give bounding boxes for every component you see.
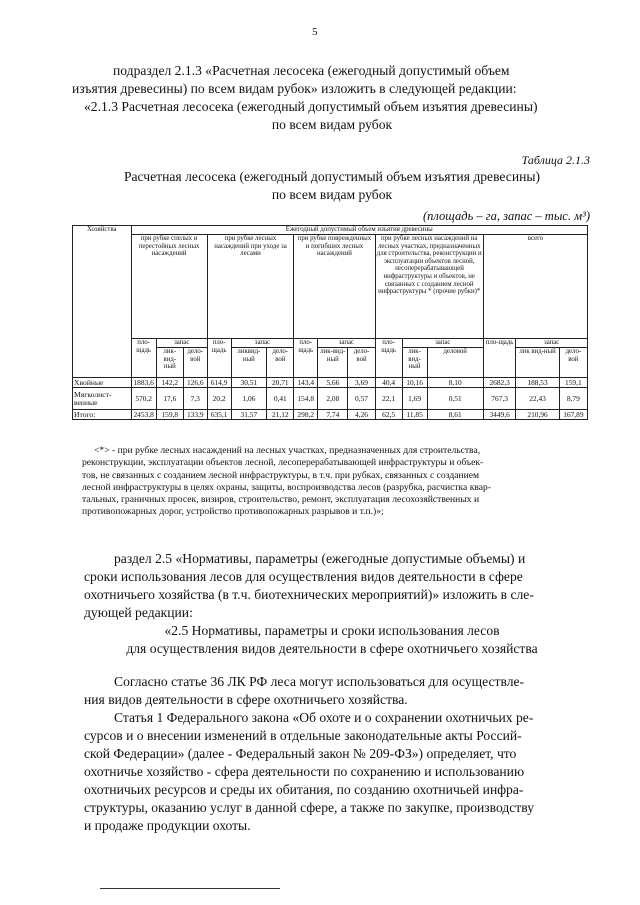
row-name: Хвойные [73, 378, 132, 388]
col-stock: запас [231, 339, 294, 348]
para2-line-4: охотничье хозяйство - сфера деятельности по сохранению и использованию [84, 764, 525, 779]
col-business: дело-вой [559, 348, 587, 378]
para2-line-2: сурсов и о внесении изменений в отдельные законодательные акты Россий- [84, 728, 522, 743]
footnote-line: <*> - при рубке лесных насаждений на лесных участках, предназначенных для строительства, [94, 445, 481, 456]
cell: 1,06 [231, 388, 267, 410]
intro-line-1: подраздел 2.1.3 «Расчетная лесосека (ежегодный допустимый объем [113, 63, 510, 78]
intro-line-2: изъятия древесины) по всем видам рубок» изложить в следующей редакции: [72, 81, 517, 96]
para2-line-6: структуры, оказанию услуг в данной сфере, а также по закупке, производству [84, 800, 535, 815]
para2-line-7: и продаже продукции охоты. [84, 818, 251, 833]
cell: 20,71 [267, 378, 294, 388]
group-damaged: при рубке поврежденных и погибших лесных насаждений [294, 235, 375, 339]
row-name: Итого: [73, 410, 132, 420]
page-number: 5 [312, 26, 318, 38]
cell: 159,8 [156, 410, 183, 420]
cell: 22,43 [516, 388, 559, 410]
cell: 7,3 [183, 388, 207, 410]
col-business: дело-вой [267, 348, 294, 378]
col-liquid: лик вид-ный [516, 348, 559, 378]
col-area: пло-щадь [131, 339, 156, 378]
col-stock: запас [402, 339, 483, 348]
cell: 143,4 [294, 378, 318, 388]
footnote-line: тов, не связанных с созданием лесной инфраструктуры, в т.ч. при рубках, связанных с созданием [82, 469, 480, 481]
cell: 1883,6 [131, 378, 156, 388]
cell: 570,2 [131, 388, 156, 410]
table-row [73, 410, 588, 420]
table-title-line-1: Расчетная лесосека (ежегодный допустимый объем изъятия древесины) [123, 169, 541, 184]
cell: 1,69 [402, 388, 427, 410]
col-business: дело-вой [348, 348, 375, 378]
cell: 5,66 [318, 378, 348, 388]
intro-line-3: «2.1.3 Расчетная лесосека (ежегодный допустимый объем изъятия древесины) [84, 99, 538, 114]
footnote-line: реконструкции, эксплуатации объектов лесной, лесоперерабатывающей инфраструктуры и объек- [82, 457, 484, 469]
cell: 11,85 [402, 410, 427, 420]
cell: 167,89 [559, 410, 587, 420]
group-thinning: при рубке лесных насаждений при уходе за лесами [207, 235, 294, 339]
para2-line-1: Статья 1 Федерального закона «Об охоте и о сохранении охотничьих ре- [114, 710, 534, 725]
cell: 30,51 [231, 378, 267, 388]
footer-separator [100, 888, 280, 889]
footnote-line: тальных, граничных просек, визиров, строительство, ремонт, эксплуатация лесохозяйственных и [82, 494, 480, 506]
cell: 0,57 [348, 388, 375, 410]
col-liquid: лик-вид-ный [402, 348, 427, 378]
harvest-table [72, 225, 588, 420]
cell: 142,2 [156, 378, 183, 388]
section25-line-3: охотничьего хозяйства (в т.ч. биотехнических мероприятий)» изложить в сле- [84, 587, 534, 602]
cell: 40,4 [375, 378, 402, 388]
cell: 0,51 [427, 388, 483, 410]
row-name: Мягколист-венные [73, 388, 132, 410]
table-title-line-2: по всем видам рубок [271, 187, 393, 202]
col-stock: запас [318, 339, 375, 348]
section25-heading-2: для осуществления видов деятельности в сфере охотничьего хозяйства [126, 641, 538, 656]
cell: 0,41 [267, 388, 294, 410]
cell: 210,96 [516, 410, 559, 420]
group-total: всего [483, 235, 587, 339]
table-label: Таблица 2.1.3 [521, 153, 590, 167]
cell: 31,57 [231, 410, 267, 420]
cell: 4,26 [348, 410, 375, 420]
cell: 188,53 [516, 378, 559, 388]
cell: 635,1 [207, 410, 231, 420]
section25-heading-1: «2.5 Нормативы, параметры и сроки использования лесов [164, 623, 500, 638]
section25-line-1: раздел 2.5 «Нормативы, параметры (ежегодные допустимые объемы) и [114, 551, 526, 566]
section25-line-4: дующей редакции: [84, 605, 193, 620]
cell: 614,9 [207, 378, 231, 388]
para1-line-2: ния видов деятельности в сфере охотничьего хозяйства. [84, 692, 408, 707]
group-other: при рубке лесных насаждений на лесных участках, предназначенных для строительства, реконструкции и эксплуатации объектов лесной, лесоперерабатывающей инфраструктуры и объектов, не связанных с созданием лесной инфраструктуры * (прочие рубки)* [375, 235, 483, 339]
cell: 2682,3 [483, 378, 516, 388]
col-stock: запас [516, 339, 588, 348]
para2-line-5: охотничьих ресурсов и среды их обитания, по созданию охотничьей инфра- [84, 782, 524, 797]
corner-header: Хозяйства [73, 226, 132, 378]
cell: 159,1 [559, 378, 587, 388]
cell: 17,6 [156, 388, 183, 410]
table-row [73, 378, 588, 388]
cell: 8,10 [427, 378, 483, 388]
table-row [73, 388, 588, 410]
col-area: пло-щадь [207, 339, 231, 378]
col-liquid: лик-вид-ный [156, 348, 183, 378]
cell: 298,2 [294, 410, 318, 420]
col-area: пло-щадь [294, 339, 318, 378]
col-area: пло-щадь [483, 339, 516, 378]
cell: 8,79 [559, 388, 587, 410]
cell: 20,2 [207, 388, 231, 410]
cell: 2,08 [318, 388, 348, 410]
cell: 22,1 [375, 388, 402, 410]
cell: 126,6 [183, 378, 207, 388]
group-mature: при рубке спелых и перестойных лесных насаждений [131, 235, 207, 339]
units-note: (площадь – га, запас – тыс. м³) [422, 209, 590, 223]
intro-line-4: по всем видам рубок [271, 117, 393, 132]
cell: 3,69 [348, 378, 375, 388]
col-business: дело-вой [183, 348, 207, 378]
cell: 10,16 [402, 378, 427, 388]
cell: 767,3 [483, 388, 516, 410]
para1-line-1: Согласно статье 36 ЛК РФ леса могут использоваться для осуществле- [114, 674, 525, 689]
footnote-line: противопожарных дорог, устройство противопожарных разрывов и т.п.)»; [82, 506, 384, 518]
cell: 3449,6 [483, 410, 516, 420]
section25-line-2: сроки использования лесов для осуществления видов деятельности в сфере [84, 569, 523, 584]
col-stock: запас [156, 339, 207, 348]
cell: 8,61 [427, 410, 483, 420]
para2-line-3: ской Федерации» (далее - Федеральный закон № 209-ФЗ») определяет, что [84, 746, 517, 761]
cell: 133,9 [183, 410, 207, 420]
cell: 2453,8 [131, 410, 156, 420]
col-liquid: ликвид-ный [231, 348, 267, 378]
cell: 154,8 [294, 388, 318, 410]
cell: 7,74 [318, 410, 348, 420]
col-area: пло-щадь [375, 339, 402, 378]
col-liquid: лик-вид-ный [318, 348, 348, 378]
cell: 21,12 [267, 410, 294, 420]
cell: 62,5 [375, 410, 402, 420]
col-business: деловой [427, 348, 483, 378]
footnote [82, 445, 602, 519]
main-header: Ежегодный допустимый объем изъятия древесины [131, 226, 588, 235]
footnote-line: лесной инфраструктуры в целях охраны, защиты, воспроизводства лесов (разрубка, расчистка квар- [82, 481, 492, 493]
